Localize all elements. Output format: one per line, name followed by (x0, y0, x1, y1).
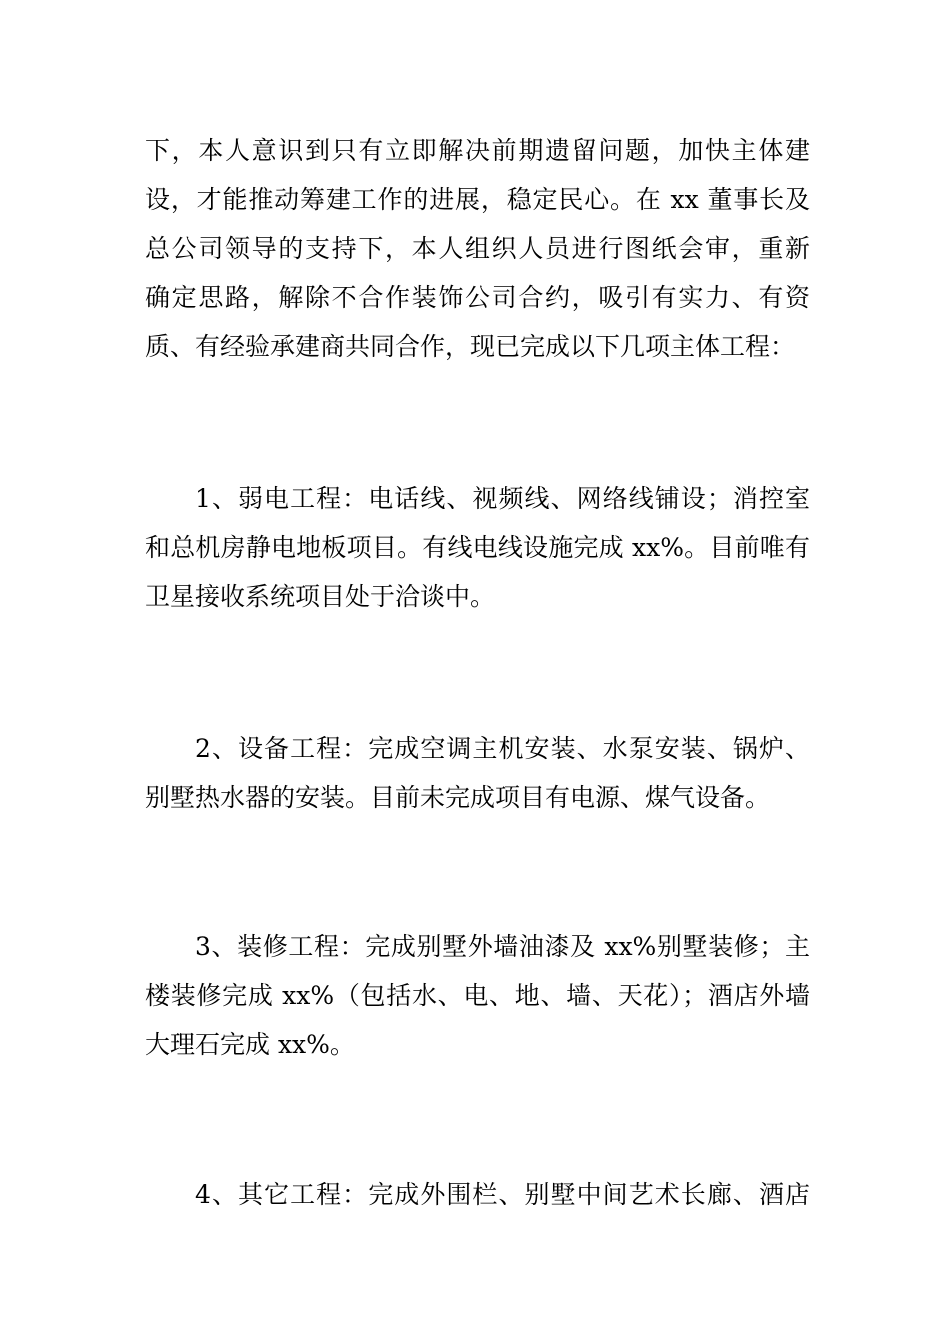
text-line: 和总机房静电地板项目。有线电线设施完成 xx%。目前唯有 (145, 533, 810, 562)
text-line: 2、设备工程：完成空调主机安装、水泵安装、锅炉、 (195, 734, 810, 763)
text-line: 别墅热水器的安装。目前未完成项目有电源、煤气设备。 (145, 783, 771, 812)
text-line: 确定思路，解除不合作装饰公司合约，吸引有实力、有资 (145, 283, 810, 312)
text-line: 大理石完成 xx%。 (145, 1030, 355, 1059)
text-line: 设，才能推动筹建工作的进展，稳定民心。在 xx 董事长及 (145, 185, 810, 214)
text-line: 1、弱电工程：电话线、视频线、网络线铺设；消控室 (195, 484, 810, 513)
text-line: 楼装修完成 xx%（包括水、电、地、墙、天花）；酒店外墙 (145, 981, 810, 1010)
paragraph-intro (145, 126, 810, 371)
paragraph-weak-current (145, 474, 810, 621)
text-line: 3、装修工程：完成别墅外墙油漆及 xx%别墅装修；主 (195, 932, 810, 961)
text-line: 下，本人意识到只有立即解决前期遗留问题，加快主体建 (145, 136, 810, 165)
text-line: 质、有经验承建商共同合作，现已完成以下几项主体工程： (145, 332, 796, 361)
paragraph-decoration (145, 922, 810, 1069)
text-line: 总公司领导的支持下，本人组织人员进行图纸会审，重新 (145, 234, 810, 263)
text-line: 卫星接收系统项目处于洽谈中。 (145, 582, 496, 611)
text-line: 4、其它工程：完成外围栏、别墅中间艺术长廊、酒店 (195, 1180, 810, 1209)
paragraph-other (145, 1170, 810, 1219)
paragraph-equipment (145, 724, 810, 822)
